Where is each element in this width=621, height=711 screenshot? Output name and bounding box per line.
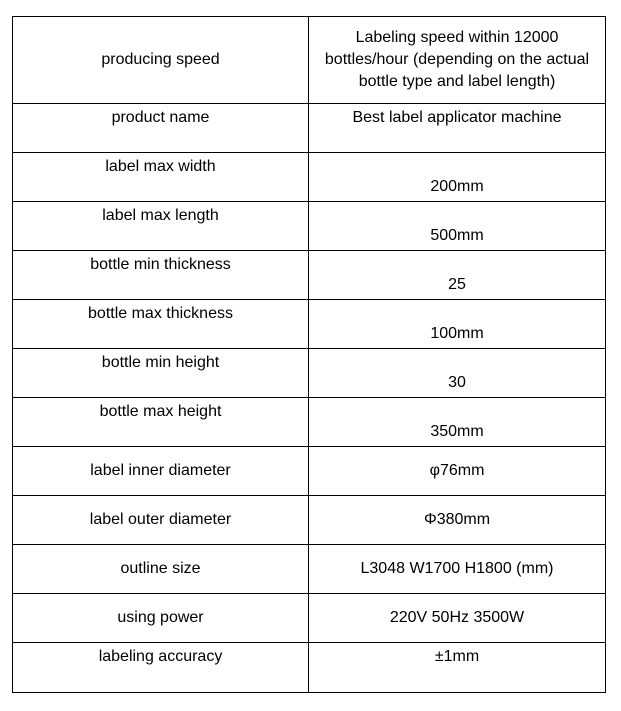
- spec-label: label outer diameter: [13, 496, 309, 545]
- spec-value: 220V 50Hz 3500W: [309, 594, 606, 643]
- table-row: [13, 17, 606, 104]
- spec-label: label inner diameter: [13, 447, 309, 496]
- spec-value: 30: [309, 349, 606, 398]
- spec-value: L3048 W1700 H1800 (mm): [309, 545, 606, 594]
- spec-value: 25: [309, 251, 606, 300]
- spec-value: Best label applicator machine: [309, 104, 606, 153]
- spec-label: label max width: [13, 153, 309, 202]
- table-row: [13, 300, 606, 349]
- table-row: [13, 202, 606, 251]
- spec-table: [12, 16, 606, 693]
- spec-value: 350mm: [309, 398, 606, 447]
- spec-value: 500mm: [309, 202, 606, 251]
- spec-label: using power: [13, 594, 309, 643]
- table-row: [13, 104, 606, 153]
- table-row: [13, 594, 606, 643]
- spec-value: Φ380mm: [309, 496, 606, 545]
- table-row: [13, 153, 606, 202]
- spec-label: bottle min thickness: [13, 251, 309, 300]
- spec-label: producing speed: [13, 17, 309, 104]
- spec-label: bottle min height: [13, 349, 309, 398]
- table-row: [13, 398, 606, 447]
- spec-label: bottle max thickness: [13, 300, 309, 349]
- spec-label: labeling accuracy: [13, 643, 309, 693]
- table-row: [13, 251, 606, 300]
- spec-label: label max length: [13, 202, 309, 251]
- spec-value: 200mm: [309, 153, 606, 202]
- spec-label: bottle max height: [13, 398, 309, 447]
- table-row: [13, 447, 606, 496]
- table-row: [13, 643, 606, 693]
- table-row: [13, 349, 606, 398]
- table-row: [13, 545, 606, 594]
- table-row: [13, 496, 606, 545]
- spec-value: φ76mm: [309, 447, 606, 496]
- spec-value: Labeling speed within 12000 bottles/hour (depending on the actual bottle type and label length): [309, 17, 606, 104]
- spec-value: 100mm: [309, 300, 606, 349]
- spec-value: ±1mm: [309, 643, 606, 693]
- spec-label: product name: [13, 104, 309, 153]
- spec-label: outline size: [13, 545, 309, 594]
